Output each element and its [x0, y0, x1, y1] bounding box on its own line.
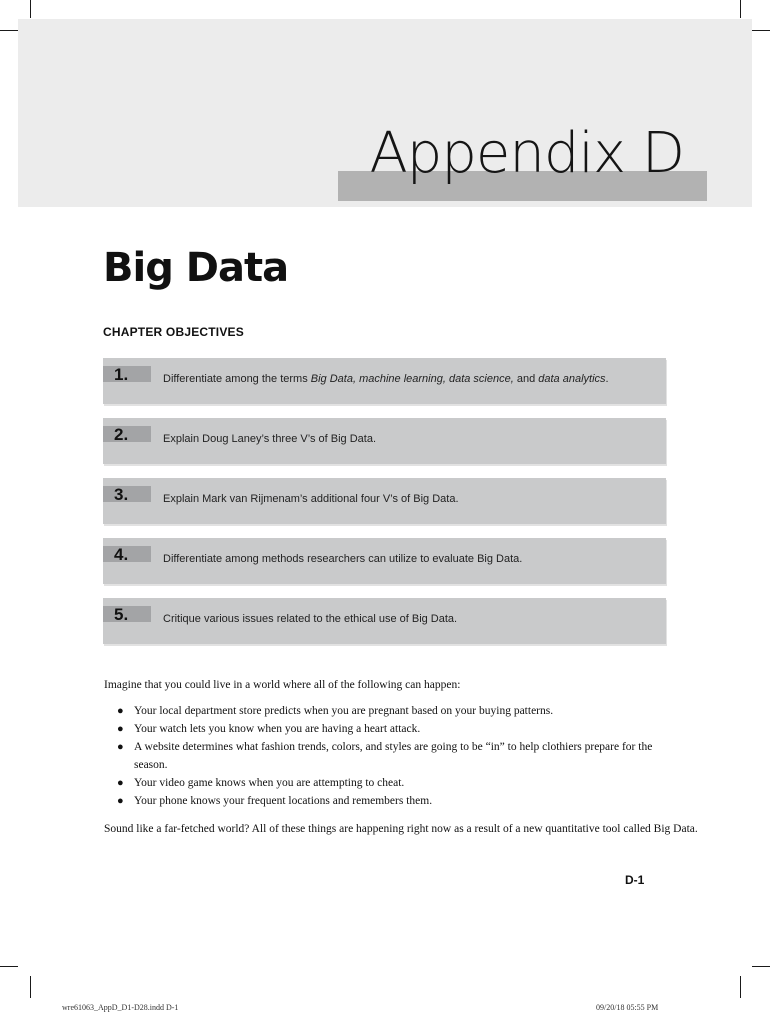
- objective-number: 5.: [114, 605, 129, 624]
- crop-mark: [30, 0, 31, 18]
- objective-text-segment: .: [605, 373, 609, 385]
- bullet-icon: ●: [117, 705, 124, 717]
- objective-item: [103, 418, 666, 464]
- objective-text-segment: Big Data, machine learning, data science,: [310, 373, 514, 385]
- objective-text: Differentiate among methods researchers can utilize to evaluate Big Data.: [163, 553, 523, 565]
- bullet-icon: ●: [117, 741, 124, 753]
- objective-number: 1.: [114, 365, 129, 384]
- objective-text: Critique various issues related to the ethical use of Big Data.: [163, 613, 458, 625]
- list-item: [104, 738, 674, 774]
- objective-item: [103, 478, 666, 524]
- objective-number: 4.: [114, 545, 129, 564]
- list-item: [104, 702, 674, 720]
- crop-mark: [740, 976, 741, 998]
- appendix-title: Appendix D: [369, 121, 684, 186]
- list-item-text: Your video game knows when you are attempting to cheat.: [134, 777, 405, 789]
- bullet-list: [104, 702, 674, 810]
- bullet-icon: ●: [117, 723, 124, 735]
- crop-mark: [740, 0, 741, 18]
- crop-mark: [752, 966, 770, 967]
- objective-item: [103, 598, 666, 644]
- list-item-text: A website determines what fashion trends, colors, and styles are going to be “in” to help clothiers prepare for the season.: [134, 741, 653, 771]
- objective-text: Explain Mark van Rijmenam’s additional four V’s of Big Data.: [163, 493, 459, 505]
- crop-mark: [0, 30, 18, 31]
- objective-text: [163, 371, 609, 387]
- list-item-text: Your local department store predicts when you are pregnant based on your buying patterns.: [134, 705, 554, 717]
- list-item: [104, 774, 674, 792]
- bullet-icon: ●: [117, 777, 124, 789]
- closing-paragraph: Sound like a far-fetched world? All of these things are happening right now as a result of a new quantitative tool called Big Data.: [104, 823, 698, 835]
- footer-file-info: wre61063_AppD_D1-D28.indd D-1: [62, 1003, 179, 1012]
- objective-item: [103, 358, 666, 404]
- objective-text: Explain Doug Laney’s three V’s of Big Data.: [163, 433, 377, 445]
- objective-text-segment: Differentiate among the terms: [163, 373, 311, 385]
- objective-item: [103, 538, 666, 584]
- crop-mark: [30, 976, 31, 998]
- objective-text-segment: data analytics: [538, 373, 606, 385]
- crop-mark: [752, 30, 770, 31]
- list-item-text: Your phone knows your frequent locations and remembers them.: [134, 795, 433, 807]
- list-item: [104, 720, 674, 738]
- footer-timestamp: 09/20/18 05:55 PM: [596, 1003, 659, 1012]
- chapter-title: Big Data: [103, 245, 289, 291]
- page-number: D-1: [625, 873, 645, 887]
- objectives-label: CHAPTER OBJECTIVES: [103, 325, 244, 339]
- bullet-icon: ●: [117, 795, 124, 807]
- list-item-text: Your watch lets you know when you are having a heart attack.: [134, 723, 421, 735]
- crop-mark: [0, 966, 18, 967]
- list-item: [104, 792, 674, 810]
- objective-text-segment: and: [513, 373, 539, 385]
- objective-number: 3.: [114, 485, 129, 504]
- objective-number: 2.: [114, 425, 129, 444]
- intro-paragraph: Imagine that you could live in a world where all of the following can happen:: [104, 679, 461, 691]
